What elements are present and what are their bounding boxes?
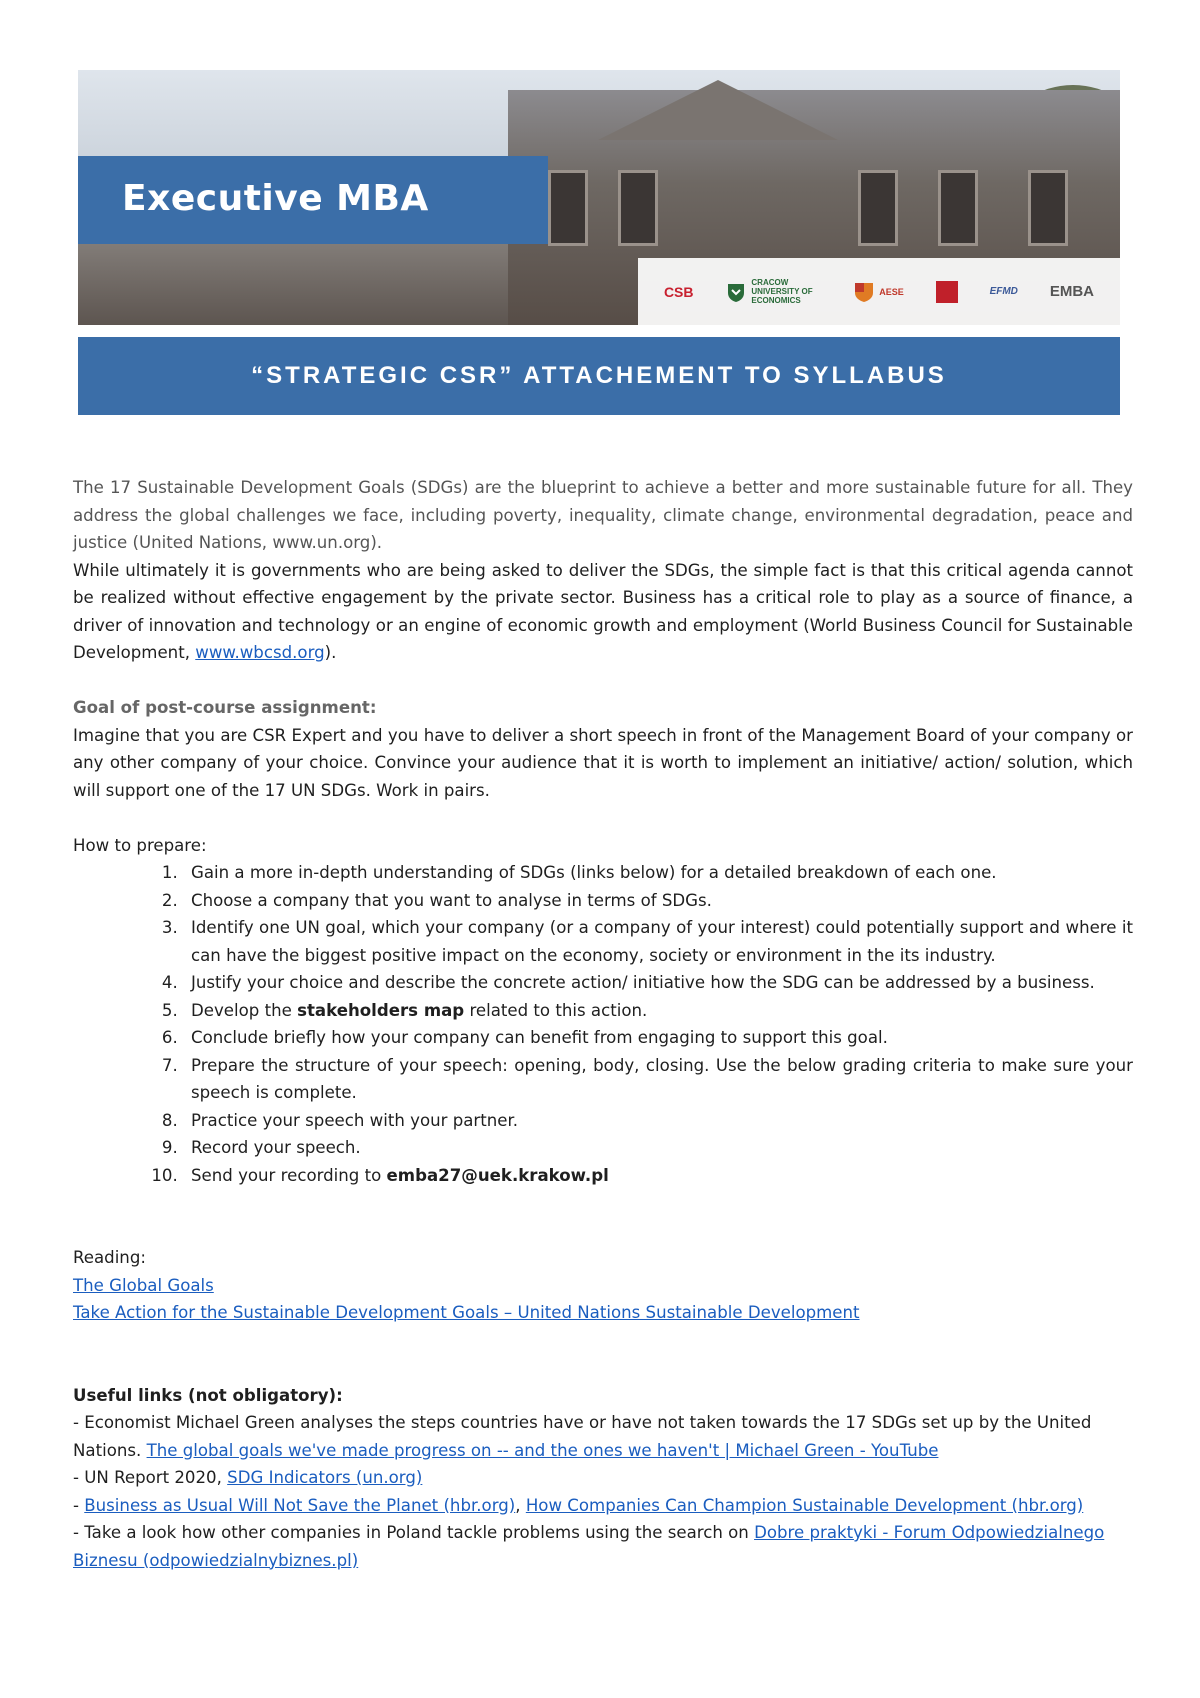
document-body <box>73 474 1133 1574</box>
list-item: 7. Prepare the structure of your speech: opening, body, closing. Use the below grading criteria to make sure your speech is complete. <box>183 1052 1133 1107</box>
banner-window <box>858 170 898 246</box>
efmd-logo: EFMD <box>989 286 1018 297</box>
sdg-indicators-link[interactable]: SDG Indicators (un.org) <box>227 1468 423 1487</box>
header-banner <box>78 70 1120 325</box>
list-item: 2. Choose a company that you want to analyse in terms of SDGs. <box>183 887 1133 915</box>
list-item: 9. Record your speech. <box>183 1134 1133 1162</box>
goal-heading: Goal of post-course assignment: <box>73 698 377 717</box>
banner-title: Executive MBA <box>122 178 429 219</box>
banner-window <box>938 170 978 246</box>
michael-green-video-link[interactable]: The global goals we've made progress on -- and the ones we haven't | Michael Green - YouTube <box>146 1440 939 1460</box>
prepare-heading: How to prepare: <box>73 835 207 855</box>
ism-logo <box>936 281 958 303</box>
partner-logos <box>638 258 1120 325</box>
wbcsd-link[interactable]: www.wbcsd.org <box>195 643 325 662</box>
uek-crest-icon <box>725 281 747 303</box>
useful-links-heading: Useful links (not obligatory): <box>73 1385 343 1405</box>
uek-logo: CRACOW UNIVERSITY OF ECONOMICS <box>725 278 821 305</box>
useful-link-item: - Economist Michael Green analyses the steps countries have or have not taken towards the 17 SDGs set up by the United Nations. The global goals we've made progress on -- and the ones we haven't | Michael Green - YouTube <box>73 1413 1092 1460</box>
banner-window <box>548 170 588 246</box>
intro-paragraph-2: While ultimately it is governments who are being asked to deliver the SDGs, the simple fact is that this critical agenda cannot be realized without effective engagement by the private sector. Business has a critical role to play as a source of finance, a driver of innovation and technology or an engine of economic growth and employment (World Business Council for Sustainable Development, www.wbcsd.org). <box>73 560 1133 662</box>
global-goals-link[interactable]: The Global Goals <box>73 1275 214 1295</box>
useful-link-item: - UN Report 2020, SDG Indicators (un.org) <box>73 1468 423 1487</box>
dobre-praktyki-link[interactable]: Dobre praktyki - Forum Odpowiedzialnego Biznesu (odpowiedzialnybiznes.pl) <box>73 1523 1105 1570</box>
document-title: “STRATEGIC CSR” ATTACHEMENT TO SYLLABUS <box>251 362 947 389</box>
list-item: 1. Gain a more in-depth understanding of SDGs (links below) for a detailed breakdown of each one. <box>183 859 1133 887</box>
reading-heading: Reading: <box>73 1248 146 1267</box>
prepare-steps-list <box>73 859 1133 1189</box>
aese-shield-icon <box>853 281 875 303</box>
un-sdg-link[interactable]: Take Action for the Sustainable Development Goals – United Nations Sustainable Development <box>73 1303 860 1322</box>
list-item: 3. Identify one UN goal, which your company (or a company of your interest) could potentially support and where it can have the biggest positive impact on the economy, society or environment in the its industry. <box>183 914 1133 969</box>
document-title-bar <box>78 337 1120 415</box>
list-item: 6. Conclude briefly how your company can benefit from engaging to support this goal. <box>183 1024 1133 1052</box>
list-item: 10. Send your recording to emba27@uek.krakow.pl <box>183 1162 1133 1190</box>
hbr-champion-link[interactable]: How Companies Can Champion Sustainable Development (hbr.org) <box>525 1495 1084 1515</box>
useful-link-item: - Take a look how other companies in Poland tackle problems using the search on Dobre praktyki - Forum Odpowiedzialnego Biznesu (odpowiedzialnybiznes.pl) <box>73 1523 1105 1570</box>
intro-paragraph-1: The 17 Sustainable Development Goals (SDGs) are the blueprint to achieve a better and more sustainable future for all. They address the global challenges we face, including poverty, inequality, climate change, environmental degradation, peace and justice (United Nations, www.un.org). <box>73 478 1133 552</box>
emba-logo: EMBA <box>1049 283 1094 300</box>
hbr-planet-link[interactable]: Business as Usual Will Not Save the Planet (hbr.org) <box>84 1495 516 1515</box>
banner-window <box>1028 170 1068 246</box>
aese-logo: AESE <box>853 281 904 303</box>
banner-window <box>618 170 658 246</box>
list-item: 5. Develop the stakeholders map related to this action. <box>183 997 1133 1025</box>
csb-logo: CSB <box>663 283 694 300</box>
useful-link-item: - Business as Usual Will Not Save the Planet (hbr.org), How Companies Can Champion Sustainable Development (hbr.org) <box>73 1495 1084 1515</box>
list-item: 8. Practice your speech with your partner. <box>183 1107 1133 1135</box>
banner-building-roof <box>598 80 838 140</box>
goal-text: Imagine that you are CSR Expert and you have to deliver a short speech in front of the Management Board of your company or any other company of your choice. Convince your audience that it is worth to implement an initiative/ action/ solution, which will support one of the 17 UN SDGs. Work in pairs. <box>73 725 1133 800</box>
ism-square-icon <box>936 281 958 303</box>
list-item: 4. Justify your choice and describe the concrete action/ initiative how the SDG can be addressed by a business. <box>183 969 1133 997</box>
email-address: emba27@uek.krakow.pl <box>386 1165 609 1185</box>
